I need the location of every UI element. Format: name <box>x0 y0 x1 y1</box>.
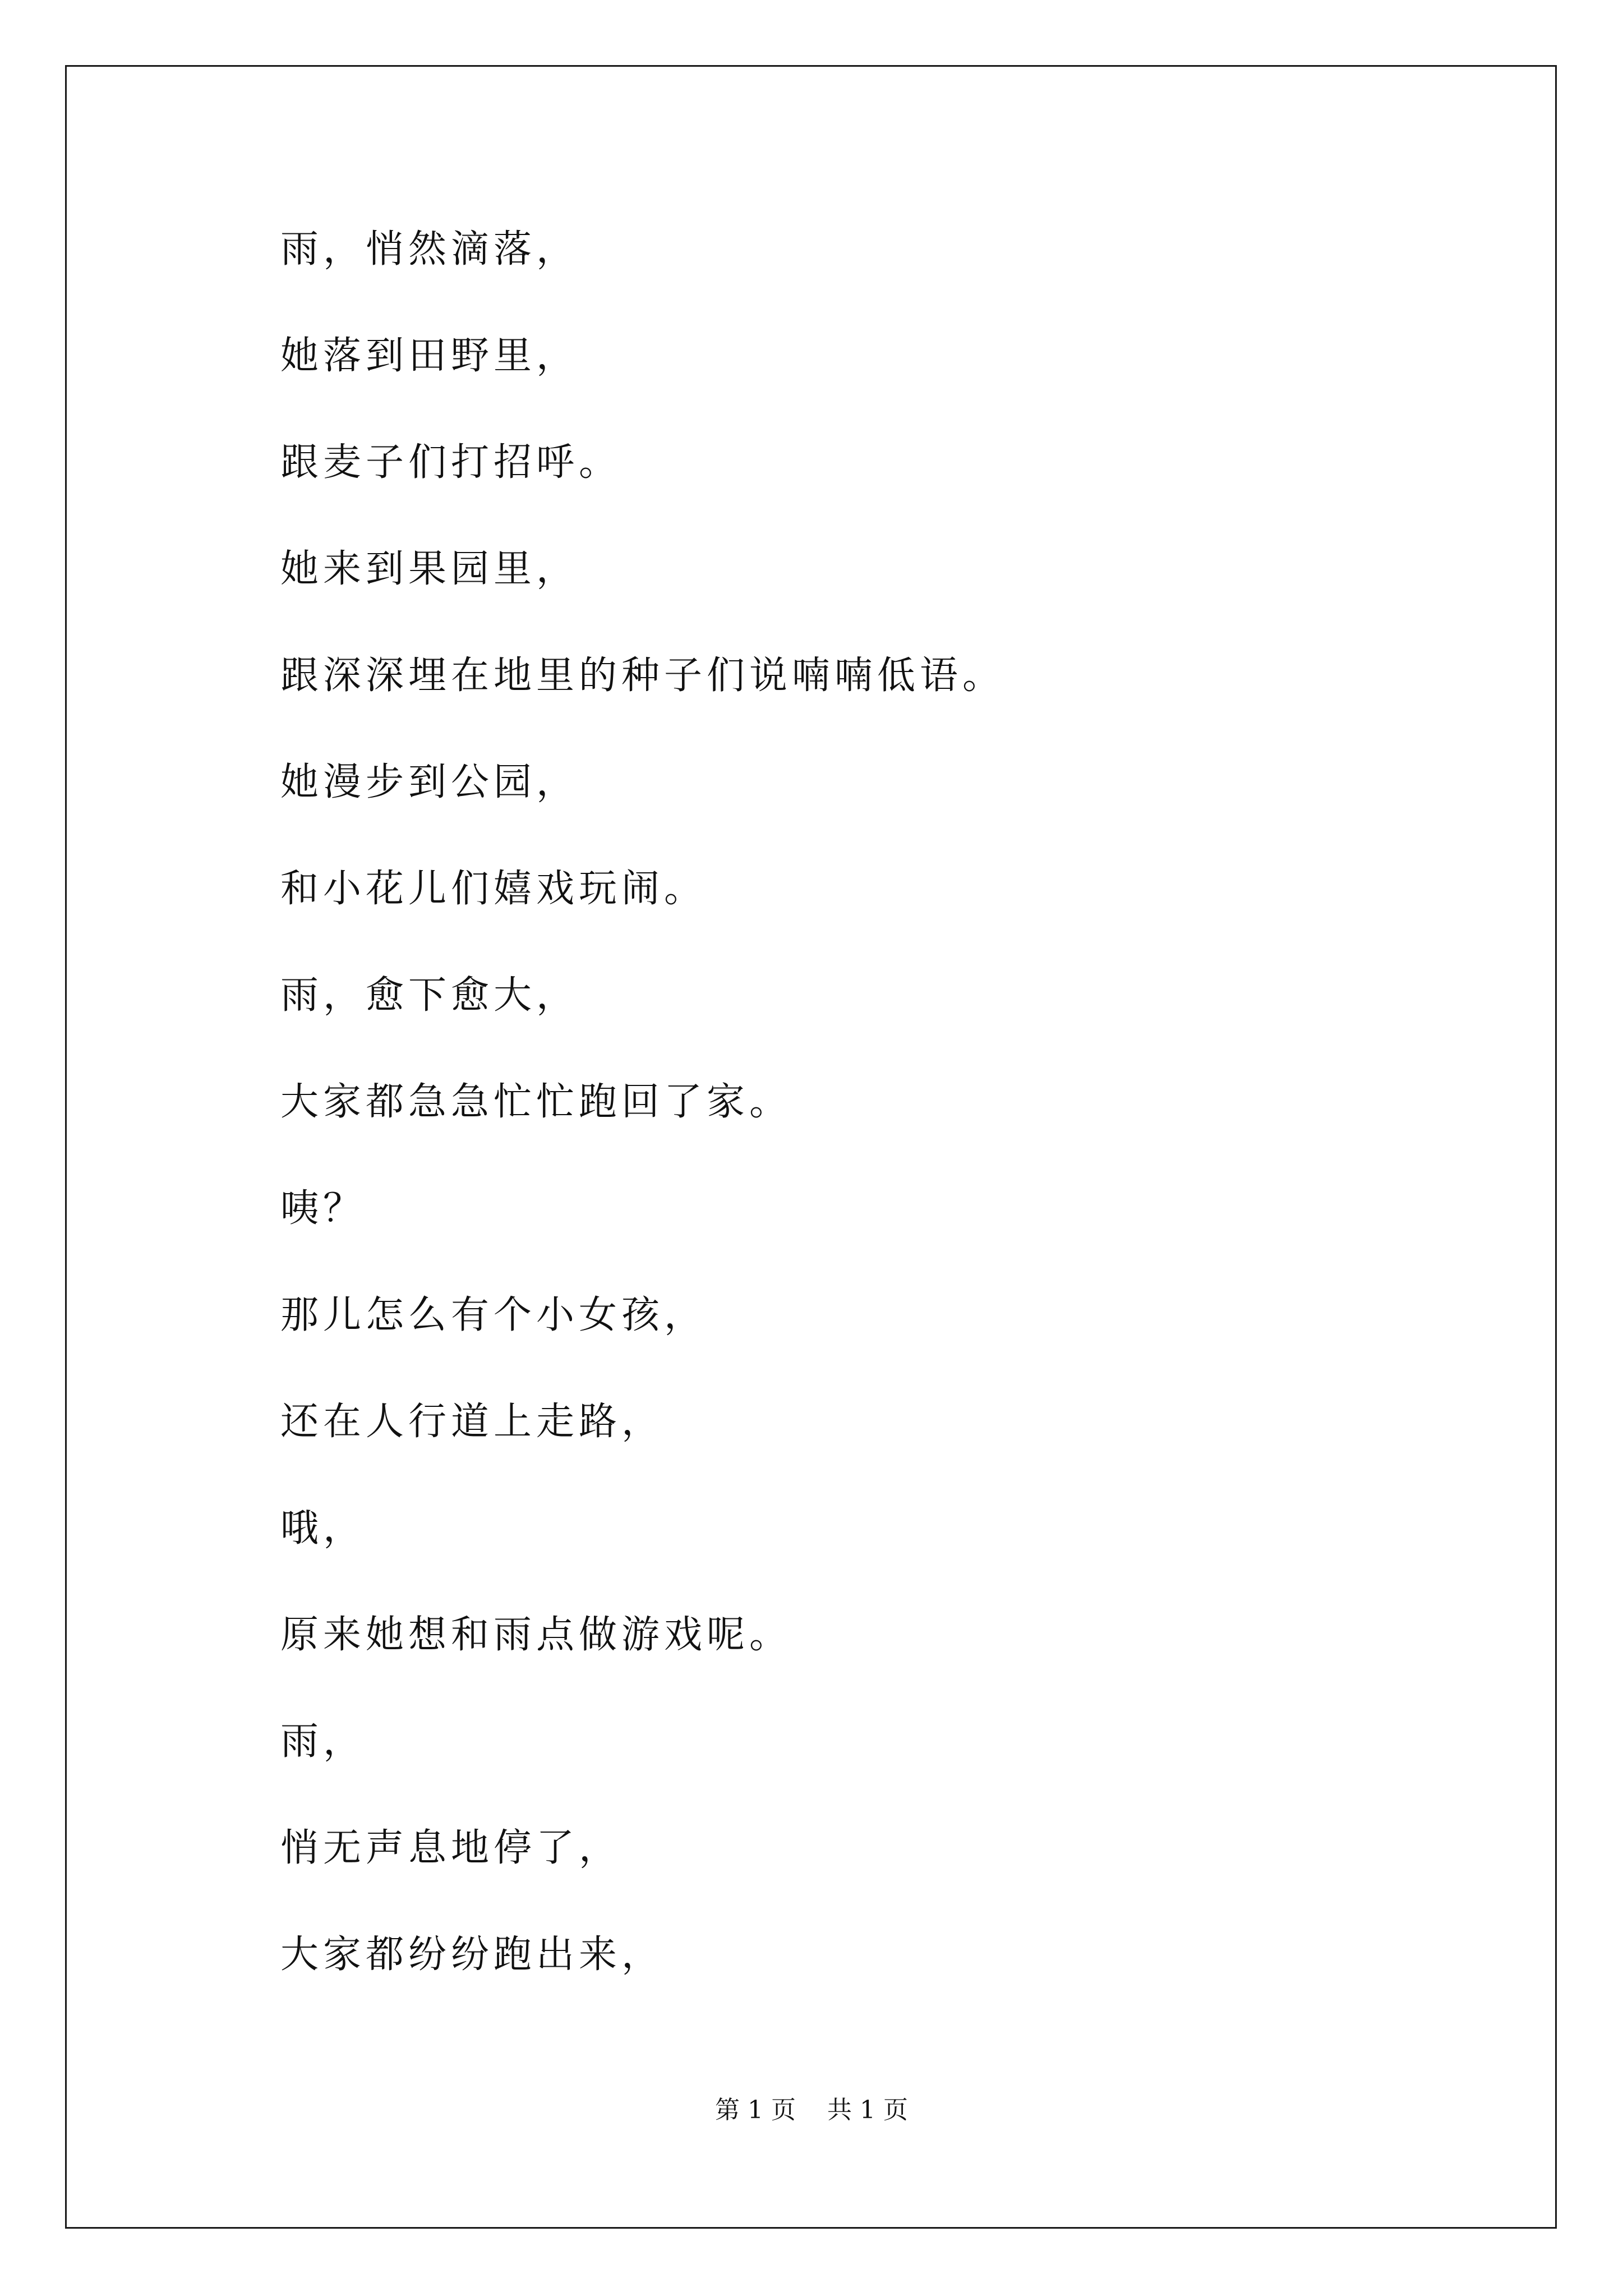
page-number-current: 第 1 页 <box>715 2096 796 2124</box>
poem-line: 大家都纷纷跑出来， <box>280 1932 665 1977</box>
poem-body <box>280 213 1005 2025</box>
poem-line: 雨，愈下愈大， <box>280 973 579 1018</box>
poem-line: 悄无声息地停了， <box>280 1826 622 1870</box>
poem-line: 还在人行道上走路， <box>280 1400 665 1444</box>
poem-line: 跟深深埋在地里的种子们说喃喃低语。 <box>280 654 1006 698</box>
page-number-total: 共 1 页 <box>827 2096 908 2124</box>
poem-line: 那儿怎么有个小女孩， <box>280 1293 707 1337</box>
poem-line: 大家都急急忙忙跑回了家。 <box>280 1080 792 1124</box>
poem-line: 跟麦子们打招呼。 <box>280 440 622 485</box>
poem-line: 她漫步到公园， <box>280 760 579 804</box>
poem-line: 哦， <box>280 1506 366 1550</box>
poem-line: 咦？ <box>280 1186 366 1231</box>
page-footer <box>0 2090 1623 2125</box>
poem-line: 她来到果园里， <box>280 547 579 591</box>
poem-line: 原来她想和雨点做游戏呢。 <box>280 1613 792 1657</box>
poem-line: 雨， <box>280 1719 366 1764</box>
poem-line: 她落到田野里， <box>280 334 579 378</box>
poem-line: 雨，悄然滴落， <box>280 227 579 272</box>
poem-line: 和小花儿们嬉戏玩闹。 <box>280 867 707 911</box>
